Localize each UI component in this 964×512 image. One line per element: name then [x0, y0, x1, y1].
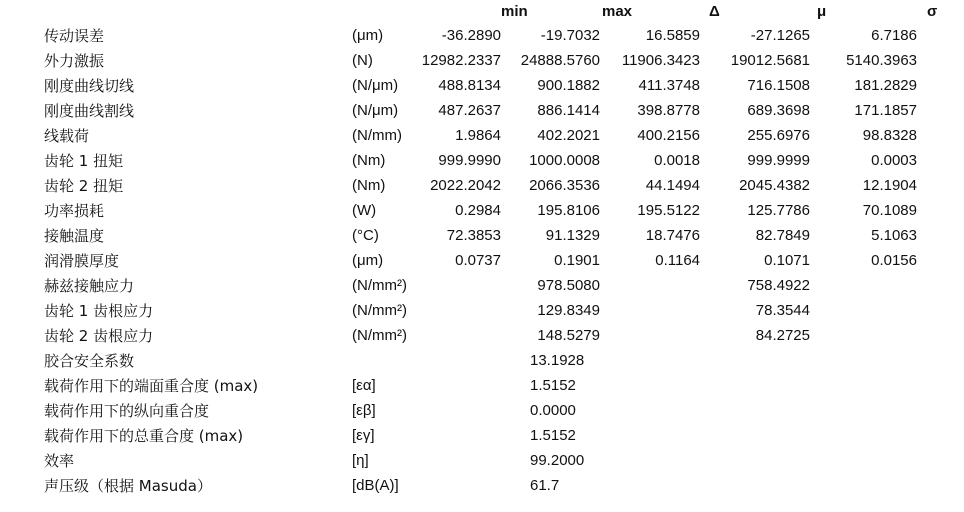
table-row	[0, 126, 964, 151]
row-label: 润滑膜厚度	[44, 252, 120, 270]
value-min: -36.2890	[441, 27, 501, 44]
table-row	[0, 426, 964, 451]
table-row	[0, 376, 964, 401]
value-mu: 0.1071	[764, 252, 810, 269]
header-max: max	[602, 3, 633, 20]
value-sigma: 6.7186	[871, 27, 917, 44]
table-row	[0, 151, 964, 176]
value-max: 13.1928	[530, 352, 585, 369]
value-max: 402.2021	[537, 127, 600, 144]
value-mu: 255.6976	[747, 127, 810, 144]
table-row	[0, 26, 964, 51]
value-sigma: 12.1904	[862, 177, 917, 194]
value-sigma: 0.0156	[871, 252, 917, 269]
row-label: 齿轮 1 扭矩	[44, 152, 124, 170]
value-mu: 19012.5681	[730, 52, 810, 69]
table-row	[0, 301, 964, 326]
row-label: 齿轮 2 扭矩	[44, 177, 124, 195]
value-delta: 0.0018	[654, 152, 700, 169]
header-delta: Δ	[709, 3, 720, 20]
value-min: 72.3853	[446, 227, 501, 244]
value-mu: 689.3698	[747, 102, 810, 119]
row-label: 齿轮 1 齿根应力	[44, 302, 154, 320]
table-row	[0, 326, 964, 351]
value-min: 12982.2337	[421, 52, 501, 69]
value-min: 1.9864	[455, 127, 501, 144]
value-mu: 82.7849	[755, 227, 810, 244]
table-row	[0, 476, 964, 501]
row-label: 功率损耗	[44, 202, 105, 220]
value-max: 1.5152	[530, 427, 576, 444]
row-unit: (°C)	[352, 227, 379, 244]
row-unit: (W)	[352, 202, 377, 219]
value-max: 24888.5760	[520, 52, 600, 69]
value-delta: 411.3748	[638, 77, 700, 94]
value-max: 91.1329	[545, 227, 600, 244]
row-unit: (N/mm)	[352, 127, 402, 144]
row-label: 赫兹接触应力	[44, 277, 135, 295]
table-row	[0, 101, 964, 126]
value-delta: 18.7476	[645, 227, 700, 244]
value-mu: -27.1265	[750, 27, 810, 44]
row-unit: [εγ]	[352, 427, 375, 444]
row-unit: [η]	[352, 452, 369, 469]
table-row	[0, 251, 964, 276]
value-max: 195.8106	[537, 202, 600, 219]
table-row	[0, 276, 964, 301]
row-unit: [εα]	[352, 377, 376, 394]
value-sigma: 5.1063	[871, 227, 917, 244]
table-row	[0, 451, 964, 476]
value-sigma: 181.2829	[854, 77, 917, 94]
value-max: 0.1901	[554, 252, 600, 269]
row-label: 接触温度	[44, 227, 105, 245]
row-unit: (Nm)	[352, 177, 386, 194]
value-delta: 400.2156	[637, 127, 700, 144]
table-row	[0, 176, 964, 201]
value-mu: 716.1508	[747, 77, 810, 94]
row-label: 线载荷	[44, 127, 90, 145]
value-sigma: 171.1857	[854, 102, 917, 119]
value-max: -19.7032	[540, 27, 600, 44]
value-delta: 11906.3423	[621, 52, 700, 69]
value-mu: 78.3544	[755, 302, 810, 319]
value-min: 2022.2042	[430, 177, 501, 194]
header-sigma: σ	[927, 3, 938, 20]
row-unit: [dB(A)]	[352, 477, 399, 494]
table-row	[0, 51, 964, 76]
row-unit: (Nm)	[352, 152, 386, 169]
row-label: 传动误差	[44, 27, 105, 45]
value-sigma: 98.8328	[862, 127, 917, 144]
row-label: 刚度曲线割线	[44, 102, 135, 120]
row-label: 效率	[44, 452, 75, 470]
value-delta: 16.5859	[645, 27, 700, 44]
value-max: 886.1414	[537, 102, 600, 119]
table-row	[0, 201, 964, 226]
value-delta: 398.8778	[637, 102, 700, 119]
value-sigma: 5140.3963	[846, 52, 917, 69]
value-max: 1000.0008	[529, 152, 600, 169]
row-unit: (N)	[352, 52, 373, 69]
value-min: 487.2637	[438, 102, 501, 119]
table-row	[0, 226, 964, 251]
table-row	[0, 401, 964, 426]
header-mu: μ	[817, 3, 827, 20]
value-delta: 44.1494	[645, 177, 700, 194]
row-unit: (N/μm)	[352, 102, 399, 119]
value-mu: 2045.4382	[739, 177, 810, 194]
row-label: 声压级（根据 Masuda）	[44, 477, 212, 495]
row-label: 载荷作用下的总重合度 (max)	[44, 427, 244, 445]
row-label: 外力激振	[44, 52, 105, 70]
value-delta: 195.5122	[637, 202, 700, 219]
row-label: 齿轮 2 齿根应力	[44, 327, 154, 345]
table-row	[0, 351, 964, 376]
value-max: 129.8349	[537, 302, 600, 319]
value-sigma: 70.1089	[862, 202, 917, 219]
row-label: 刚度曲线切线	[44, 77, 135, 95]
value-max: 148.5279	[537, 327, 600, 344]
row-unit: (N/mm²)	[352, 327, 407, 344]
value-max: 1.5152	[530, 377, 576, 394]
value-min: 999.9990	[438, 152, 501, 169]
row-label: 载荷作用下的端面重合度 (max)	[44, 377, 259, 395]
value-min: 488.8134	[438, 77, 501, 94]
row-label: 胶合安全系数	[44, 352, 135, 370]
row-unit: (N/μm)	[352, 77, 399, 94]
value-sigma: 0.0003	[871, 152, 917, 169]
value-mu: 999.9999	[747, 152, 810, 169]
row-unit: (N/mm²)	[352, 277, 407, 294]
value-max: 0.0000	[530, 402, 576, 419]
row-label: 载荷作用下的纵向重合度	[44, 402, 210, 420]
value-max: 99.2000	[530, 452, 585, 469]
value-mu: 84.2725	[755, 327, 810, 344]
value-min: 0.2984	[455, 202, 501, 219]
row-unit: (μm)	[352, 27, 384, 44]
value-mu: 758.4922	[747, 277, 810, 294]
value-min: 0.0737	[455, 252, 501, 269]
row-unit: (μm)	[352, 252, 384, 269]
row-unit: (N/mm²)	[352, 302, 407, 319]
value-max: 61.7	[530, 477, 560, 494]
row-unit: [εβ]	[352, 402, 376, 419]
value-max: 2066.3536	[529, 177, 600, 194]
value-mu: 125.7786	[747, 202, 810, 219]
value-delta: 0.1164	[655, 252, 700, 269]
table-row	[0, 76, 964, 101]
value-max: 900.1882	[537, 77, 600, 94]
value-max: 978.5080	[537, 277, 600, 294]
header-min: min	[501, 3, 528, 20]
